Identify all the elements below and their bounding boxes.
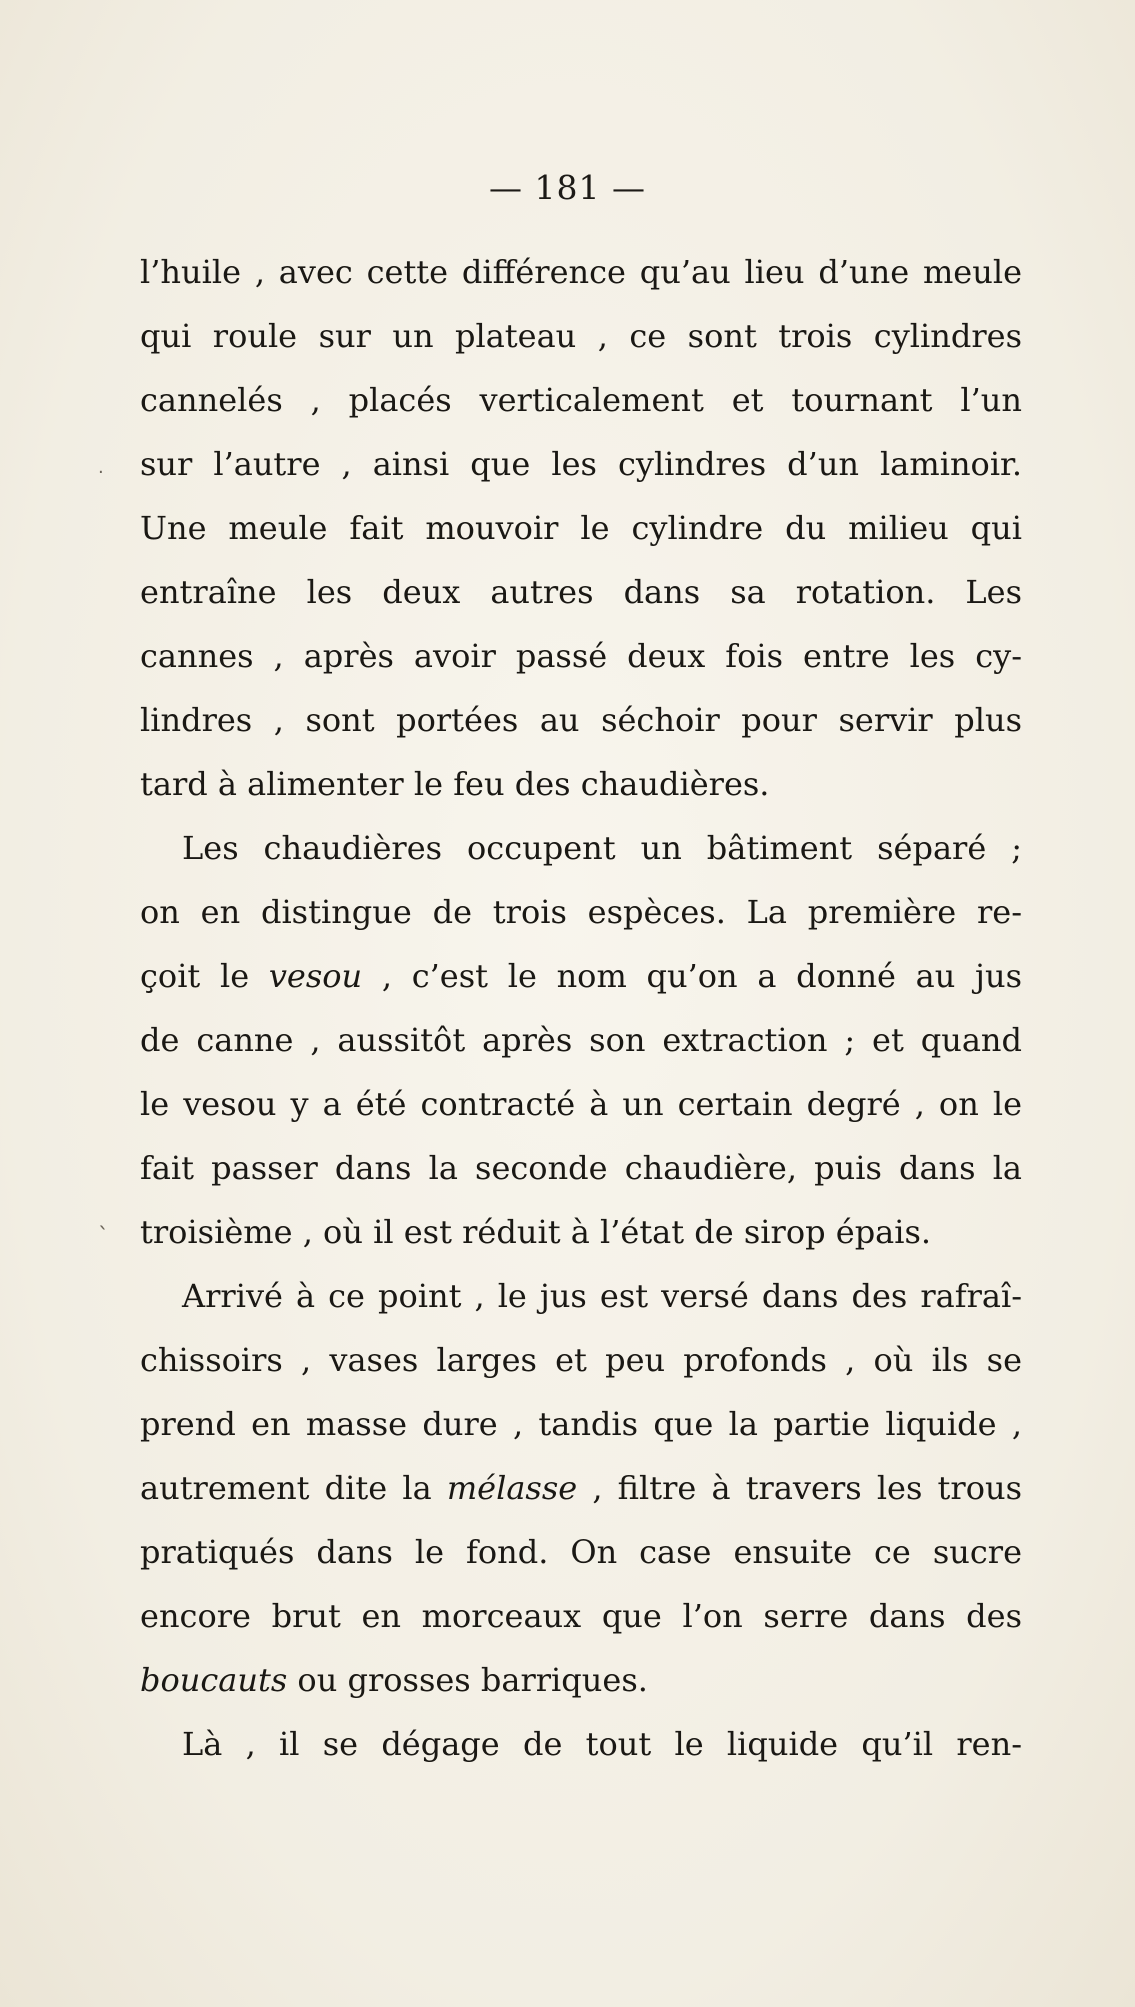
line-text-after: , c’est le nom qu’on a donné au jus <box>362 957 1023 995</box>
text-line: lindres , sont portées au séchoir pour servir plus <box>140 701 1022 739</box>
text-line: prend en masse dure , tandis que la partie liquide , <box>140 1405 1022 1443</box>
text-line: Une meule fait mouvoir le cylindre du milieu qui <box>140 509 1022 547</box>
text-line: sur l’autre , ainsi que les cylindres d’un laminoir. <box>140 445 1022 483</box>
text-line: qui roule sur un plateau , ce sont trois cylindres <box>140 317 1022 355</box>
text-line: entraîne les deux autres dans sa rotation. Les <box>140 573 1022 611</box>
paragraph-start-line: Là , il se dégage de tout le liquide qu’il ren- <box>182 1725 1022 1763</box>
text-line: l’huile , avec cette différence qu’au lieu d’une meule <box>140 253 1022 291</box>
ink-speck: · <box>98 462 104 483</box>
paragraph-start-line: Arrivé à ce point , le jus est versé dans des rafraî- <box>182 1277 1022 1315</box>
text-line: le vesou y a été contracté à un certain degré , on le <box>140 1085 1022 1123</box>
text-line: pratiqués dans le fond. On case ensuite ce sucre <box>140 1533 1022 1571</box>
text-line: chissoirs , vases larges et peu profonds , où ils se <box>140 1341 1022 1379</box>
ink-speck: ˎ <box>98 1205 109 1230</box>
page-number: — 181 — <box>489 168 646 207</box>
paragraph-end-line: troisième , où il est réduit à l’état de sirop épais. <box>140 1213 932 1251</box>
paragraph-start-line: Les chaudières occupent un bâtiment séparé ; <box>182 829 1022 867</box>
italic-term: mélasse <box>446 1469 578 1507</box>
text-line-with-italic <box>140 1648 1022 1712</box>
text-line-with-italic <box>140 1456 1022 1520</box>
line-text-after: ou grosses barriques. <box>287 1661 648 1699</box>
text-line: on en distingue de trois espèces. La première re- <box>140 893 1022 931</box>
text-line-with-italic <box>140 944 1022 1008</box>
line-text-before: çoit le <box>140 957 269 995</box>
paragraph-end-line: tard à alimenter le feu des chaudières. <box>140 765 770 803</box>
text-line: encore brut en morceaux que l’on serre dans des <box>140 1597 1022 1635</box>
text-line: fait passer dans la seconde chaudière, puis dans la <box>140 1149 1022 1187</box>
italic-term: boucauts <box>140 1661 288 1699</box>
text-line: cannelés , placés verticalement et tournant l’un <box>140 381 1022 419</box>
line-text-after: , filtre à travers les trous <box>577 1469 1023 1507</box>
text-line: cannes , après avoir passé deux fois entre les cy- <box>140 637 1022 675</box>
line-text-before: autrement dite la <box>140 1469 447 1507</box>
italic-term: vesou <box>268 957 363 995</box>
body-text <box>140 240 1022 1776</box>
text-line: de canne , aussitôt après son extraction ; et quand <box>140 1021 1022 1059</box>
